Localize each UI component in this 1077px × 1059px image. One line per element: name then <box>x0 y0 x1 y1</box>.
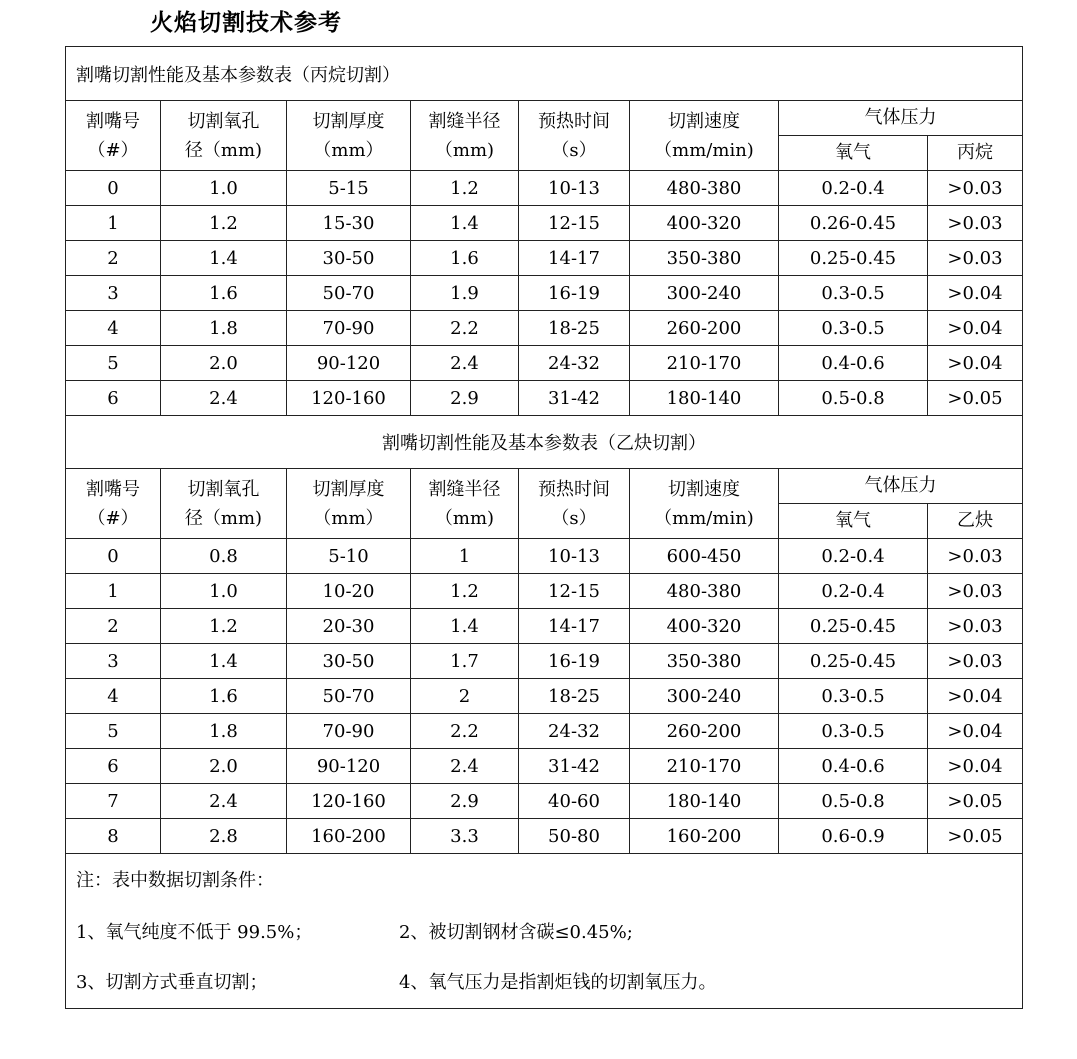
cell-oxygen-pressure: 0.26-0.45 <box>779 206 928 241</box>
table-row <box>66 311 1023 346</box>
cell-speed: 260-200 <box>630 714 779 749</box>
cell-kerf: 2.9 <box>411 784 519 819</box>
note-4: 4、氧气压力是指割炬钱的切割氧压力。 <box>399 972 717 993</box>
notes-cell <box>66 854 1023 1009</box>
cell-nozzle-no: 5 <box>66 714 161 749</box>
cell-speed: 180-140 <box>630 381 779 416</box>
cell-fuel-pressure: >0.04 <box>928 276 1023 311</box>
notes-heading: 注：表中数据切割条件： <box>76 870 274 891</box>
header-oxygen: 氧气 <box>779 136 928 171</box>
table-row <box>66 539 1023 574</box>
cell-kerf: 2 <box>411 679 519 714</box>
cell-kerf: 1.4 <box>411 609 519 644</box>
cell-preheat: 12-15 <box>519 206 630 241</box>
cell-preheat: 16-19 <box>519 644 630 679</box>
cell-preheat: 50-80 <box>519 819 630 854</box>
cell-kerf: 2.4 <box>411 749 519 784</box>
cell-kerf: 2.2 <box>411 714 519 749</box>
cell-thickness: 70-90 <box>287 714 411 749</box>
cell-nozzle-no: 1 <box>66 206 161 241</box>
cell-speed: 160-200 <box>630 819 779 854</box>
cell-orifice: 1.4 <box>161 241 287 276</box>
cell-preheat: 12-15 <box>519 574 630 609</box>
cell-oxygen-pressure: 0.25-0.45 <box>779 241 928 276</box>
cell-speed: 350-380 <box>630 644 779 679</box>
propane-section-title-row <box>66 47 1023 101</box>
table-row <box>66 574 1023 609</box>
table-row <box>66 749 1023 784</box>
cell-fuel-pressure: >0.04 <box>928 714 1023 749</box>
cell-fuel-pressure: >0.04 <box>928 679 1023 714</box>
cell-thickness: 5-15 <box>287 171 411 206</box>
cell-preheat: 18-25 <box>519 311 630 346</box>
cell-fuel-pressure: >0.04 <box>928 311 1023 346</box>
cell-kerf: 1 <box>411 539 519 574</box>
cell-orifice: 2.4 <box>161 784 287 819</box>
table-row <box>66 714 1023 749</box>
header-nozzle-no: 割嘴号 （#） <box>66 101 161 171</box>
notes-row <box>66 854 1023 1009</box>
cell-speed: 180-140 <box>630 784 779 819</box>
header-kerf: 割缝半径 （mm) <box>411 469 519 539</box>
header-preheat: 预热时间 （s） <box>519 469 630 539</box>
cell-oxygen-pressure: 0.6-0.9 <box>779 819 928 854</box>
cell-speed: 400-320 <box>630 609 779 644</box>
table-row <box>66 171 1023 206</box>
note-2: 2、被切割钢材含碳≤0.45%; <box>399 922 633 943</box>
cell-orifice: 1.2 <box>161 609 287 644</box>
cell-speed: 300-240 <box>630 276 779 311</box>
cell-nozzle-no: 8 <box>66 819 161 854</box>
cell-speed: 210-170 <box>630 749 779 784</box>
document-title: 火焰切割技术参考 <box>150 10 342 36</box>
acetylene-header-row-1 <box>66 469 1023 504</box>
cell-oxygen-pressure: 0.5-0.8 <box>779 381 928 416</box>
cell-kerf: 2.9 <box>411 381 519 416</box>
cell-fuel-pressure: >0.03 <box>928 241 1023 276</box>
header-fuel: 丙烷 <box>928 136 1023 171</box>
cell-nozzle-no: 7 <box>66 784 161 819</box>
header-speed: 切割速度 （mm/min) <box>630 101 779 171</box>
cell-orifice: 1.6 <box>161 276 287 311</box>
cell-nozzle-no: 4 <box>66 679 161 714</box>
cell-speed: 300-240 <box>630 679 779 714</box>
cell-preheat: 24-32 <box>519 346 630 381</box>
cell-fuel-pressure: >0.03 <box>928 609 1023 644</box>
cell-fuel-pressure: >0.05 <box>928 784 1023 819</box>
cell-oxygen-pressure: 0.4-0.6 <box>779 346 928 381</box>
cell-nozzle-no: 3 <box>66 276 161 311</box>
cell-kerf: 1.4 <box>411 206 519 241</box>
cell-thickness: 90-120 <box>287 749 411 784</box>
cell-oxygen-pressure: 0.25-0.45 <box>779 644 928 679</box>
table-row <box>66 819 1023 854</box>
cell-fuel-pressure: >0.05 <box>928 381 1023 416</box>
cell-oxygen-pressure: 0.3-0.5 <box>779 276 928 311</box>
header-gas-pressure: 气体压力 <box>779 469 1023 504</box>
table-row <box>66 679 1023 714</box>
cell-orifice: 2.0 <box>161 749 287 784</box>
cell-thickness: 15-30 <box>287 206 411 241</box>
cell-thickness: 10-20 <box>287 574 411 609</box>
cell-nozzle-no: 2 <box>66 609 161 644</box>
cell-kerf: 1.6 <box>411 241 519 276</box>
cell-thickness: 30-50 <box>287 644 411 679</box>
cell-speed: 350-380 <box>630 241 779 276</box>
cell-nozzle-no: 6 <box>66 749 161 784</box>
cell-preheat: 31-42 <box>519 749 630 784</box>
table-row <box>66 346 1023 381</box>
cell-preheat: 31-42 <box>519 381 630 416</box>
propane-data-rows <box>66 171 1023 416</box>
cell-preheat: 10-13 <box>519 539 630 574</box>
cell-orifice: 2.8 <box>161 819 287 854</box>
table-row <box>66 609 1023 644</box>
cell-nozzle-no: 6 <box>66 381 161 416</box>
cell-orifice: 1.8 <box>161 311 287 346</box>
cell-preheat: 10-13 <box>519 171 630 206</box>
acetylene-section-title-row <box>66 416 1023 469</box>
cell-oxygen-pressure: 0.2-0.4 <box>779 171 928 206</box>
cell-speed: 480-380 <box>630 171 779 206</box>
cell-thickness: 90-120 <box>287 346 411 381</box>
cell-oxygen-pressure: 0.3-0.5 <box>779 311 928 346</box>
cell-oxygen-pressure: 0.2-0.4 <box>779 574 928 609</box>
cell-fuel-pressure: >0.03 <box>928 206 1023 241</box>
cell-nozzle-no: 0 <box>66 171 161 206</box>
header-kerf: 割缝半径 （mm) <box>411 101 519 171</box>
cell-thickness: 20-30 <box>287 609 411 644</box>
cell-preheat: 40-60 <box>519 784 630 819</box>
header-oxygen: 氧气 <box>779 504 928 539</box>
cell-orifice: 1.4 <box>161 644 287 679</box>
cell-orifice: 0.8 <box>161 539 287 574</box>
cell-preheat: 14-17 <box>519 241 630 276</box>
header-orifice: 切割氧孔 径（mm) <box>161 469 287 539</box>
cell-fuel-pressure: >0.04 <box>928 749 1023 784</box>
cell-thickness: 70-90 <box>287 311 411 346</box>
cell-kerf: 1.2 <box>411 574 519 609</box>
cell-nozzle-no: 0 <box>66 539 161 574</box>
cell-orifice: 1.0 <box>161 574 287 609</box>
cell-preheat: 16-19 <box>519 276 630 311</box>
note-1: 1、氧气纯度不低于 99.5%； <box>76 922 313 943</box>
cell-fuel-pressure: >0.05 <box>928 819 1023 854</box>
cell-speed: 260-200 <box>630 311 779 346</box>
notes-line-1 <box>76 908 1022 958</box>
header-fuel: 乙炔 <box>928 504 1023 539</box>
header-preheat: 预热时间 （s） <box>519 101 630 171</box>
cell-speed: 400-320 <box>630 206 779 241</box>
cell-fuel-pressure: >0.03 <box>928 539 1023 574</box>
cell-fuel-pressure: >0.03 <box>928 574 1023 609</box>
header-speed: 切割速度 （mm/min) <box>630 469 779 539</box>
cell-fuel-pressure: >0.03 <box>928 171 1023 206</box>
cell-preheat: 18-25 <box>519 679 630 714</box>
notes-line-2 <box>76 958 1022 1008</box>
cell-fuel-pressure: >0.04 <box>928 346 1023 381</box>
header-thickness: 切割厚度 （mm） <box>287 101 411 171</box>
cell-kerf: 1.2 <box>411 171 519 206</box>
cell-oxygen-pressure: 0.2-0.4 <box>779 539 928 574</box>
cell-preheat: 14-17 <box>519 609 630 644</box>
cell-kerf: 1.9 <box>411 276 519 311</box>
cell-thickness: 5-10 <box>287 539 411 574</box>
cell-thickness: 120-160 <box>287 784 411 819</box>
cell-nozzle-no: 2 <box>66 241 161 276</box>
cell-nozzle-no: 5 <box>66 346 161 381</box>
cell-oxygen-pressure: 0.4-0.6 <box>779 749 928 784</box>
cell-orifice: 1.0 <box>161 171 287 206</box>
cell-kerf: 2.2 <box>411 311 519 346</box>
cell-fuel-pressure: >0.03 <box>928 644 1023 679</box>
cell-thickness: 160-200 <box>287 819 411 854</box>
header-nozzle-no: 割嘴号 （#） <box>66 469 161 539</box>
table-row <box>66 784 1023 819</box>
propane-header-row-1 <box>66 101 1023 136</box>
acetylene-section-title: 割嘴切割性能及基本参数表（乙炔切割） <box>66 416 1023 469</box>
table-row <box>66 206 1023 241</box>
cell-thickness: 120-160 <box>287 381 411 416</box>
cell-preheat: 24-32 <box>519 714 630 749</box>
acetylene-data-rows <box>66 539 1023 854</box>
table-row <box>66 381 1023 416</box>
cell-orifice: 1.8 <box>161 714 287 749</box>
propane-section-title: 割嘴切割性能及基本参数表（丙烷切割） <box>66 47 1023 101</box>
cell-speed: 480-380 <box>630 574 779 609</box>
cell-speed: 210-170 <box>630 346 779 381</box>
table-row <box>66 276 1023 311</box>
cell-nozzle-no: 1 <box>66 574 161 609</box>
header-gas-pressure: 气体压力 <box>779 101 1023 136</box>
cell-speed: 600-450 <box>630 539 779 574</box>
cutting-parameters-table <box>65 46 1023 1009</box>
cell-nozzle-no: 3 <box>66 644 161 679</box>
table-row <box>66 644 1023 679</box>
cell-oxygen-pressure: 0.25-0.45 <box>779 609 928 644</box>
header-orifice: 切割氧孔 径（mm) <box>161 101 287 171</box>
cell-oxygen-pressure: 0.3-0.5 <box>779 714 928 749</box>
cell-kerf: 3.3 <box>411 819 519 854</box>
note-3: 3、切割方式垂直切割； <box>76 972 268 993</box>
cell-orifice: 2.4 <box>161 381 287 416</box>
cell-orifice: 1.2 <box>161 206 287 241</box>
header-thickness: 切割厚度 （mm） <box>287 469 411 539</box>
cell-nozzle-no: 4 <box>66 311 161 346</box>
cell-orifice: 1.6 <box>161 679 287 714</box>
cell-kerf: 2.4 <box>411 346 519 381</box>
cell-kerf: 1.7 <box>411 644 519 679</box>
cell-thickness: 50-70 <box>287 276 411 311</box>
cell-oxygen-pressure: 0.3-0.5 <box>779 679 928 714</box>
cell-thickness: 30-50 <box>287 241 411 276</box>
cell-oxygen-pressure: 0.5-0.8 <box>779 784 928 819</box>
cell-orifice: 2.0 <box>161 346 287 381</box>
table-row <box>66 241 1023 276</box>
cell-thickness: 50-70 <box>287 679 411 714</box>
